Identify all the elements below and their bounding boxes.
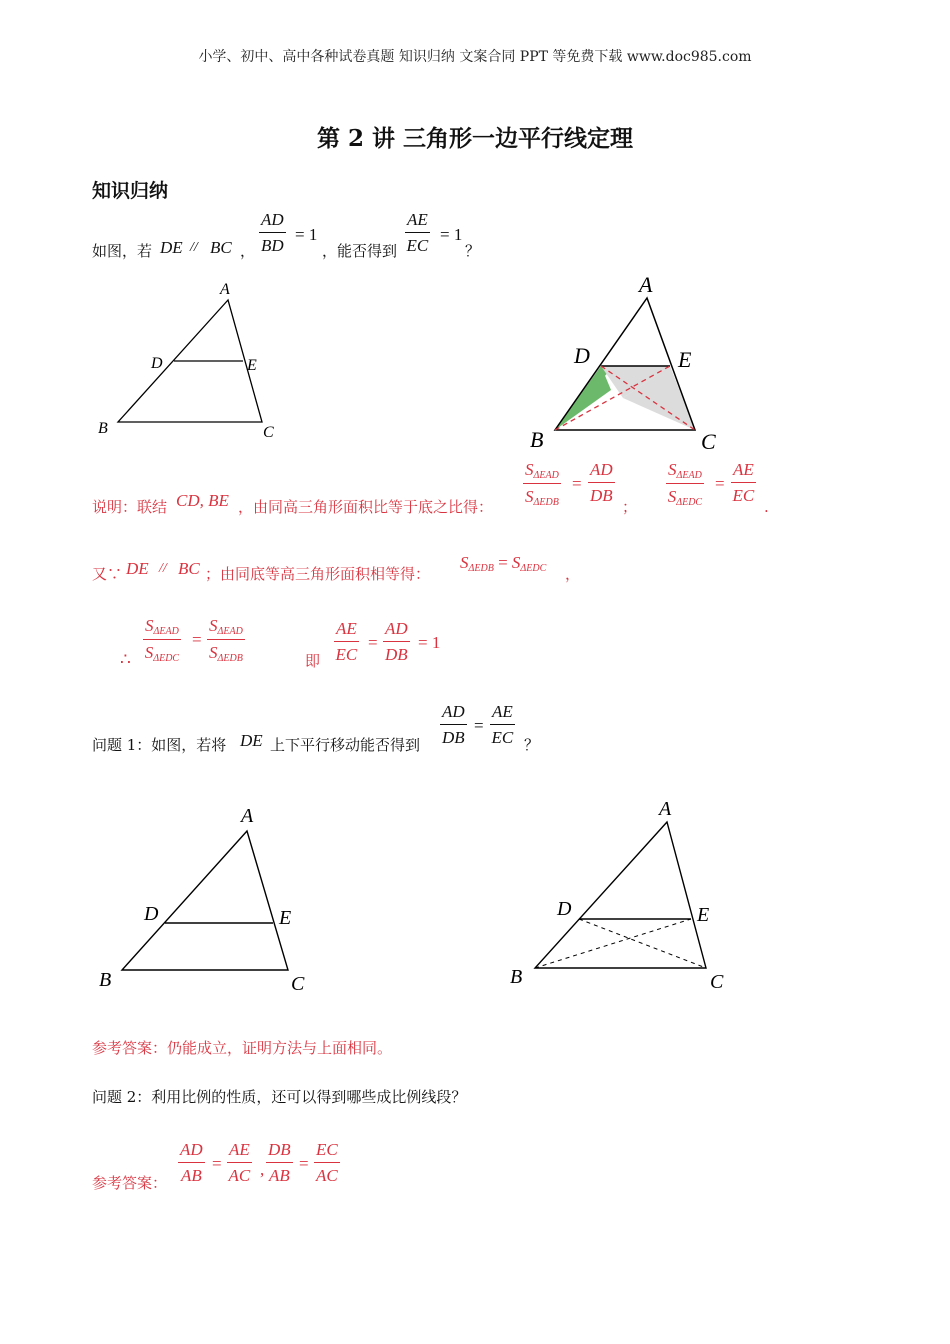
label-d-2: D bbox=[574, 343, 590, 368]
label-b-2: B bbox=[530, 427, 544, 452]
explain-middle: ，由同高三角形面积比等于底之比得： bbox=[238, 498, 494, 516]
frac-num: AE bbox=[405, 210, 430, 233]
again-prefix: 又∵ bbox=[92, 565, 123, 583]
frac-den: AC bbox=[316, 1166, 338, 1185]
frac-num: AE bbox=[731, 460, 756, 483]
s-letter: S bbox=[668, 460, 677, 479]
frac-den: EC bbox=[491, 728, 514, 747]
answer2-frac-ad-ab bbox=[178, 1140, 205, 1186]
sub-ead: ΔEAD bbox=[676, 470, 702, 481]
label-c-4: C bbox=[710, 971, 724, 993]
explain-period: . bbox=[764, 498, 769, 516]
q1-suffix: ？ bbox=[524, 736, 540, 754]
q1-de: DE bbox=[240, 731, 263, 750]
triangle-abc-4 bbox=[535, 822, 706, 968]
sub-edc: ΔEDC bbox=[520, 563, 547, 574]
again-de: DE bbox=[126, 559, 149, 578]
frac-den: EC bbox=[406, 236, 429, 255]
label-e: E bbox=[247, 357, 257, 374]
dashed-lines-4 bbox=[535, 919, 706, 968]
label-e-3: E bbox=[279, 907, 292, 929]
frac-den: DB bbox=[590, 486, 613, 505]
intro-eq2: = 1 bbox=[440, 225, 463, 244]
frac-den: EC bbox=[335, 645, 358, 664]
frac-num: AD bbox=[178, 1140, 205, 1163]
label-d: D bbox=[151, 355, 163, 372]
again-middle: ；由同底等高三角形面积相等得： bbox=[205, 565, 431, 583]
equals: = bbox=[572, 474, 582, 493]
s-letter: S bbox=[667, 487, 677, 506]
page-header: 小学、初中、高中各种试卷真题 知识归纳 文案合同 PPT 等免费下载 www.doc985.com bbox=[198, 49, 752, 65]
label-b: B bbox=[98, 420, 108, 437]
sub-edb: ΔEDB bbox=[217, 653, 243, 664]
answer2-frac-db-ab bbox=[266, 1140, 293, 1186]
frac-num: AD bbox=[383, 619, 410, 642]
section-title: 知识归纳 bbox=[92, 180, 169, 202]
intro-comma: ， bbox=[240, 242, 256, 260]
label-d-4: D bbox=[557, 898, 572, 920]
again-parallel: // bbox=[159, 561, 167, 576]
intro-suffix: ？ bbox=[465, 242, 481, 260]
label-b-3: B bbox=[99, 969, 112, 991]
intro-middle: ，能否得到 bbox=[322, 242, 398, 260]
sub-edc: ΔEDC bbox=[676, 497, 703, 508]
s-letter: S bbox=[511, 553, 521, 572]
q1-middle: 上下平行移动能否得到 bbox=[270, 736, 421, 754]
frac-den: EC bbox=[732, 486, 755, 505]
frac-num: AE bbox=[227, 1140, 252, 1163]
intro-de: DE bbox=[160, 238, 183, 257]
s-letter: S bbox=[145, 616, 154, 635]
label-a-3: A bbox=[241, 805, 254, 827]
sub-ead: ΔEAD bbox=[217, 626, 243, 637]
frac-num: EC bbox=[314, 1140, 340, 1163]
frac-den: BD bbox=[261, 236, 284, 255]
intro-prefix: 如图，若 bbox=[92, 242, 153, 260]
s-letter: S bbox=[525, 460, 534, 479]
equals: = bbox=[715, 474, 725, 493]
s-letter: S bbox=[209, 616, 218, 635]
answer2-frac-ec-ac bbox=[314, 1140, 340, 1186]
s-letter: S bbox=[209, 643, 218, 662]
label-a-2: A bbox=[639, 272, 653, 297]
label-d-3: D bbox=[144, 903, 159, 925]
equals: = bbox=[299, 1154, 309, 1173]
answer-1: 参考答案：仍能成立，证明方法与上面相同。 bbox=[92, 1039, 393, 1057]
label-c-3: C bbox=[291, 973, 305, 995]
sub-edb: ΔEDB bbox=[533, 497, 559, 508]
again-comma: ， bbox=[565, 565, 581, 583]
intro-eq1: = 1 bbox=[295, 225, 318, 244]
explain-segments: CD, BE bbox=[176, 491, 229, 510]
label-c: C bbox=[263, 424, 274, 441]
label-a: A bbox=[220, 281, 230, 298]
equals: = bbox=[474, 716, 484, 735]
intro-bc: BC bbox=[210, 238, 232, 257]
s-letter: S bbox=[460, 553, 469, 572]
segment-cd-4 bbox=[579, 919, 706, 968]
frac-num: DB bbox=[266, 1140, 293, 1163]
sub-edc: ΔEDC bbox=[153, 653, 180, 664]
frac-num: AD bbox=[259, 210, 286, 233]
segment-be-4 bbox=[535, 919, 691, 968]
therefore-eq-one: = 1 bbox=[418, 633, 441, 652]
therefore-ji: 即 bbox=[305, 652, 321, 670]
frac-den: AC bbox=[228, 1166, 251, 1185]
frac-num: AE bbox=[490, 702, 515, 725]
sub-ead: ΔEAD bbox=[533, 470, 559, 481]
equals: = bbox=[498, 553, 508, 572]
s-letter: S bbox=[144, 643, 154, 662]
question-2: 问题 2：利用比例的性质，还可以得到哪些成比例线段？ bbox=[92, 1088, 467, 1106]
triangle-4 bbox=[535, 822, 706, 968]
label-e-4: E bbox=[697, 904, 710, 926]
frac-den: AB bbox=[268, 1166, 290, 1185]
explain-semicolon: ； bbox=[622, 498, 638, 516]
s-letter: S bbox=[525, 487, 534, 506]
frac-num: AE bbox=[334, 619, 359, 642]
again-bc: BC bbox=[178, 559, 200, 578]
equals: = bbox=[368, 633, 378, 652]
sub-edb: ΔEDB bbox=[468, 563, 494, 574]
equals: = bbox=[212, 1154, 222, 1173]
page-title: 第 2 讲 三角形一边平行线定理 bbox=[316, 125, 634, 152]
comma: , bbox=[260, 1160, 265, 1179]
q1-prefix: 问题 1：如图，若将 bbox=[92, 736, 227, 754]
frac-den: AB bbox=[180, 1166, 202, 1185]
explain-prefix: 说明：联结 bbox=[92, 498, 168, 516]
frac-den: DB bbox=[385, 645, 408, 664]
label-b-4: B bbox=[510, 966, 523, 988]
equals: = bbox=[192, 630, 202, 649]
label-c-2: C bbox=[701, 429, 716, 454]
intro-parallel: // bbox=[190, 240, 198, 255]
frac-den: DB bbox=[442, 728, 465, 747]
frac-num: AD bbox=[440, 702, 467, 725]
answer-2-label: 参考答案： bbox=[92, 1174, 168, 1192]
sub-ead: ΔEAD bbox=[153, 626, 179, 637]
label-a-4: A bbox=[659, 798, 672, 820]
label-e-2: E bbox=[678, 347, 692, 372]
frac-num: AD bbox=[588, 460, 615, 483]
therefore-symbol: ∴ bbox=[120, 650, 131, 670]
answer2-frac-ae-ac bbox=[227, 1140, 252, 1186]
